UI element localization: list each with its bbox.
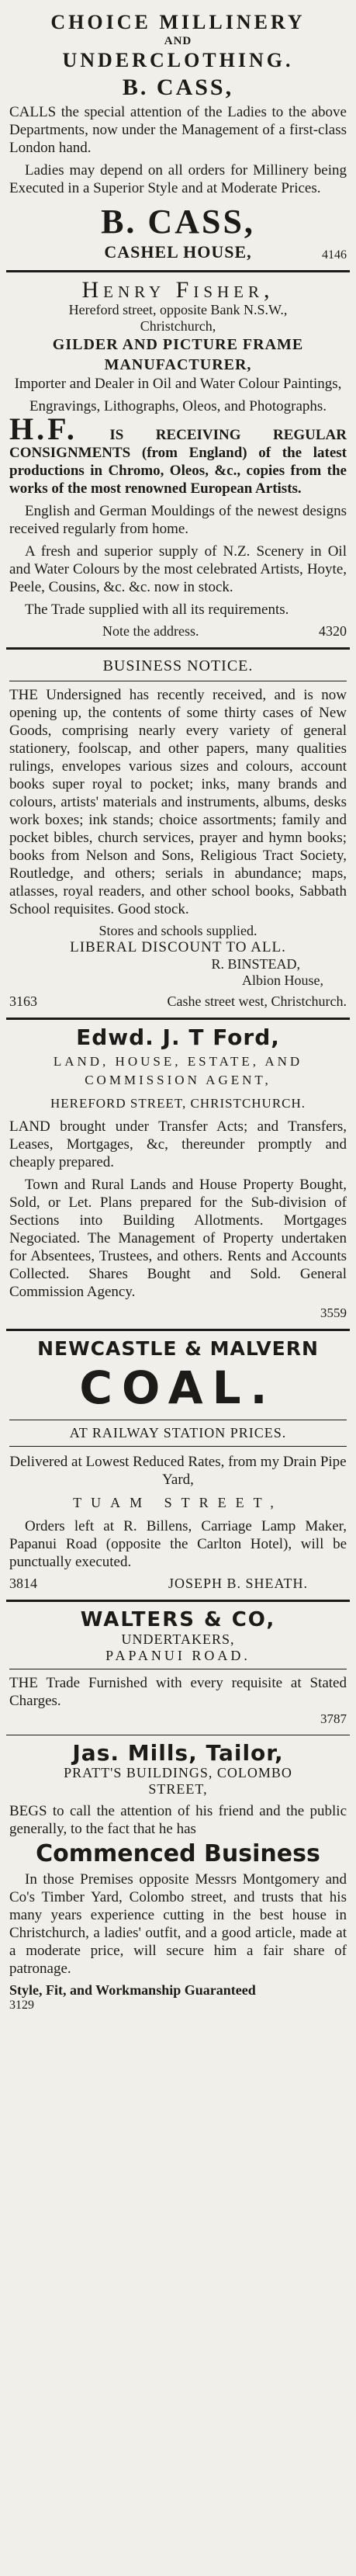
- coal-heading: COAL.: [79, 1361, 277, 1414]
- papanui-road: PAPANUI ROAD.: [105, 1648, 251, 1663]
- advertiser-name-large: B. CASS,: [101, 203, 255, 241]
- heading-underclothing: UNDERCLOTHING.: [62, 49, 294, 71]
- coal-title: NEWCASTLE & MALVERN: [37, 1337, 319, 1360]
- style-guaranteed: Style, Fit, and Workmanship Guaranteed: [9, 1982, 256, 1998]
- heading-and: AND: [164, 35, 192, 47]
- ad-walters: [6, 1602, 350, 1735]
- advertiser-name: WALTERS & CO,: [80, 1608, 276, 1631]
- mouldings-paragraph: English and German Mouldings of the newest designs received regularly from home.: [9, 503, 347, 537]
- ad-number: 3787: [320, 1711, 347, 1726]
- initials-hf: H.F.: [9, 411, 78, 446]
- ad-coal: [6, 1331, 350, 1602]
- advertiser-name: B. CASS,: [122, 75, 234, 100]
- ad-business-notice: [6, 650, 350, 1020]
- tuam-street: TUAM STREET,: [73, 1495, 283, 1510]
- trade-line-1: GILDER AND PICTURE FRAME: [52, 336, 304, 353]
- property-paragraph: Town and Rural Lands and House Property Bought, Sold, or Let. Plans prepared for the Sub-division of Sections into Building Allotments. Mortgages Negociated. The Management of Property undertaken for Absentees, Trustees, and others. Rents and Accounts Collected. Shares Bought and Sold. General Commission Agency.: [9, 1177, 347, 1300]
- mills-paragraph-1: BEGS to call the attention of his friend and the public generally, to the fact that he has: [9, 1803, 347, 1837]
- ford-line-2: COMMISSION AGENT,: [85, 1073, 271, 1087]
- consignments-text: IS RECEIVING REGULAR CONSIGNMENTS (from England) of the latest productions in Chromo, Oleos, &c., copies from the works of the most renowned European Artists.: [9, 427, 347, 497]
- ad-number: 3559: [320, 1305, 347, 1320]
- importer-line: Importer and Dealer in Oil and Water Colour Paintings,: [14, 376, 342, 392]
- ad-fisher: [6, 272, 350, 650]
- delivered-line: Delivered at Lowest Reduced Rates, from my Drain Pipe Yard,: [9, 1454, 347, 1488]
- mills-paragraph-2: In those Premises opposite Messrs Montgomery and Co's Timber Yard, Colombo street, and trusts that his many years experience cutting in the best house in Christchurch, a ladies' outfit, and a good article, made at a moderate price, will secure him a fair share of patronage.: [9, 1871, 347, 1977]
- liberal-discount: LIBERAL DISCOUNT TO ALL.: [70, 939, 286, 955]
- orders-paragraph: Orders left at R. Billens, Carriage Lamp Maker, Papanui Road (opposite the Carlton Hotel), will be punctually executed.: [9, 1518, 347, 1570]
- address-line-2: Christchurch,: [140, 318, 216, 334]
- albion-house: Albion House,: [242, 973, 323, 988]
- ad-cass: [6, 5, 350, 272]
- scenery-paragraph: A fresh and superior supply of N.Z. Scenery in Oil and Water Colours by the most celebrated Artists, Hoyte, Peele, Cousins, &c. &c. now in stock.: [9, 543, 347, 595]
- ad-number: 3814: [9, 1576, 37, 1591]
- engravings-line: Engravings, Lithographs, Oleos, and Photographs.: [29, 398, 327, 414]
- ad-number: 4146: [322, 248, 347, 262]
- commenced-business: Commenced Business: [36, 1840, 320, 1867]
- heading-choice-millinery: CHOICE MILLINERY: [50, 11, 306, 33]
- business-notice-text: THE Undersigned has recently received, and is now opening up, the contents of some thirty cases of New Goods, comprising nearly every variety of general stationery, foolscap, and other papers, many qualities rulings, envelopes various sizes and colours, account books super royal to pocket; inks, many brands and colours, artists' materials and instruments, albums, desks work boxes; ink stands; choice assortments; family and pocket bibles, church services, prayer and hymn books; books from Nelson and Sons, Religious Tract Society, Routledge, and others; serials in abundance; maps, atlasses, royal readers, and other school books, Sabbath School requisites. Good stock.: [9, 687, 347, 917]
- trade-line-2: MANUFACTURER,: [104, 356, 252, 373]
- advertiser-name: Edwd. J. T Ford,: [76, 1025, 280, 1050]
- advertiser-name: Jas. Mills, Tailor,: [72, 1740, 284, 1766]
- ad-number: 3129: [9, 1999, 34, 2012]
- ad-mills: [6, 1735, 350, 2020]
- transfer-paragraph: LAND brought under Transfer Acts; and Transfers, Leases, Mortgages, &c, thereunder promptly and cheaply prepared.: [9, 1118, 347, 1170]
- trade-supplied-paragraph: The Trade supplied with all its requirements.: [25, 602, 289, 618]
- stores-supplied: Stores and schools supplied.: [99, 923, 257, 938]
- cass-paragraph-2: Ladies may depend on all orders for Millinery being Executed in a Superior Style and at Moderate Prices.: [9, 162, 347, 196]
- business-address: Cashe street west, Christchurch.: [167, 993, 347, 1009]
- cass-paragraph-1: CALLS the special attention of the Ladies to the above Departments, now under the Management of a first-class London hand.: [9, 104, 347, 156]
- business-notice-title: BUSINESS NOTICE.: [102, 657, 254, 674]
- newspaper-column: [6, 0, 350, 2020]
- ad-number: 3163: [9, 993, 37, 1009]
- address-line-1: Hereford street, opposite Bank N.S.W.,: [68, 302, 288, 317]
- mills-address-2: STREET,: [148, 1781, 208, 1797]
- ford-line-1: LAND, HOUSE, ESTATE, AND: [53, 1054, 303, 1069]
- station-prices: AT RAILWAY STATION PRICES.: [69, 1425, 287, 1441]
- signature-binstead: R. BINSTEAD,: [211, 956, 300, 972]
- undertakers-line: UNDERTAKERS,: [121, 1631, 235, 1647]
- advertiser-name: Henry Fisher,: [81, 277, 275, 303]
- ford-address: HEREFORD STREET, CHRISTCHURCH.: [50, 1096, 306, 1111]
- cashel-house: CASHEL HOUSE,: [104, 242, 252, 262]
- ad-ford: [6, 1020, 350, 1331]
- note-address: Note the address.: [102, 623, 199, 639]
- ad-number: 4320: [319, 623, 347, 639]
- coal-signature: JOSEPH B. SHEATH.: [168, 1576, 308, 1591]
- mills-address-1: PRATT'S BUILDINGS, COLOMBO: [64, 1765, 292, 1780]
- walters-text: THE Trade Furnished with every requisite at Stated Charges.: [9, 1675, 347, 1709]
